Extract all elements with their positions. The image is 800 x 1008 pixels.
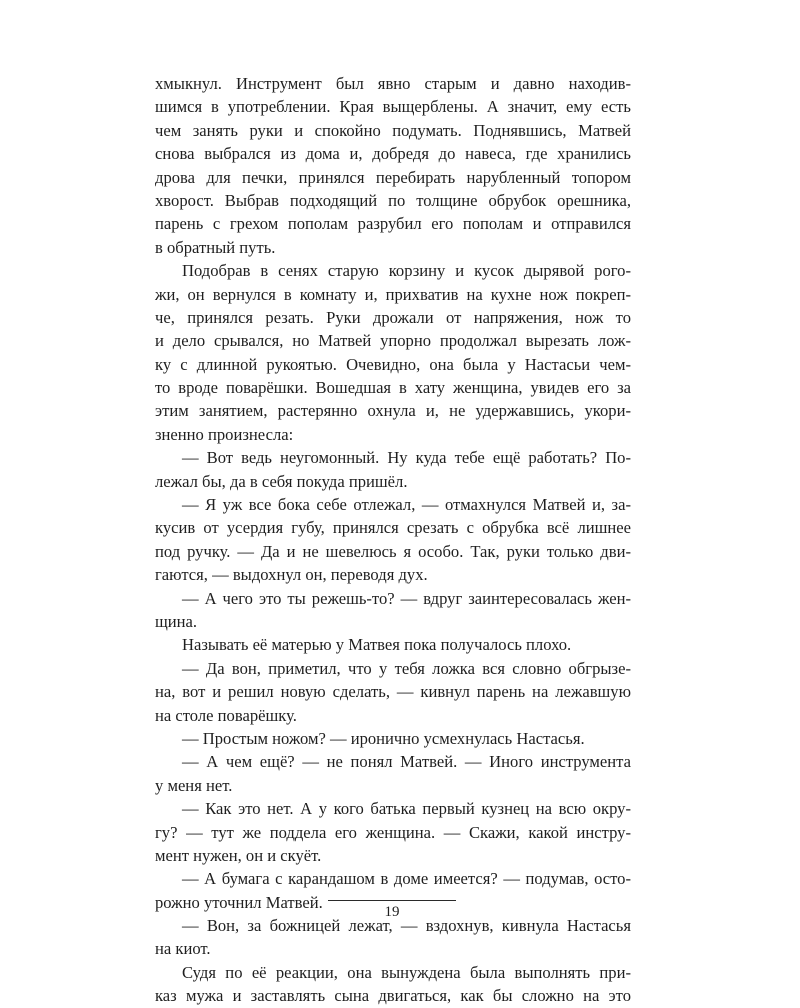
text-line: гаются, — выдохнул он, переводя дух. [155,565,428,585]
text-line: рожно уточнил Матвей. [155,892,323,912]
body-text [155,72,631,1008]
text-line: кусив от усердия губу, принялся срезать с обрубка всё лишнее [155,518,631,538]
text-line: Называть её матерью у Матвея пока получалось плохо. [182,635,572,655]
text-line: на киот. [155,939,211,959]
text-line: хворост. Выбрав подходящий по толщине обрубок орешника, [155,190,631,210]
text-line: — Вон, за божницей лежат, — вздохнув, кивнула Настасья [182,916,631,936]
text-line: снова выбрался из дома и, добредя до навеса, где хранились [155,144,631,164]
text-line: на столе поварёшку. [155,705,297,725]
text-line: хмыкнул. Инструмент был явно старым и давно находив- [155,74,631,93]
text-line: чем занять руки и спокойно подумать. Поднявшись, Матвей [155,120,631,140]
text-line: — Простым ножом? — иронично усмехнулась Настасья. [182,728,585,748]
text-line: у меня нет. [155,775,233,795]
text-line: этим занятием, растерянно охнула и, не удержавшись, укори- [155,401,631,421]
text-line: в обратный путь. [155,237,276,257]
text-line: ку с длинной рукоятью. Очевидно, она была у Настасьи чем- [155,354,631,374]
text-line: — Как это нет. А у кого батька первый кузнец на всю окру- [182,799,631,819]
text-line: жи, он вернулся в комнату и, прихватив на кухне нож покреп- [155,284,631,304]
text-line: — Я уж все бока себе отлежал, — отмахнулся Матвей и, за- [182,495,631,515]
text-line: Судя по её реакции, она вынуждена была выполнять при- [182,962,631,982]
text-line: зненно произнесла: [155,424,294,444]
text-line: шимся в употреблении. Края выщерблены. А значит, ему есть [155,97,631,117]
text-line: парень с грехом пополам разрубил его пополам и отправился [155,214,631,234]
text-line: — Вот ведь неугомонный. Ну куда тебе ещё работать? По- [182,448,631,468]
text-line: — А бумага с карандашом в доме имеется? — подумав, осто- [182,869,631,889]
text-line: щина. [155,611,198,631]
text-line: и дело срывался, но Матвей упорно продолжал вырезать лож- [155,331,631,351]
text-line: на, вот и решил новую сделать, — кивнул парень на лежавшую [155,682,631,702]
text-line: мент нужен, он и скуёт. [155,845,322,865]
text-line: гу? — тут же поддела его женщина. — Скажи, какой инстру- [155,822,631,842]
text-line: — А чего это ты режешь-то? — вдруг заинтересовалась жен- [182,588,631,608]
text-line: Подобрав в сенях старую корзину и кусок дырявой рого- [182,261,631,281]
text-line: че, принялся резать. Руки дрожали от напряжения, нож то [155,307,631,327]
text-line: — А чем ещё? — не понял Матвей. — Иного инструмента [182,752,631,772]
footer-divider [328,900,456,901]
text-line: дрова для печки, принялся перебирать нарубленный топором [155,167,631,187]
text-line: каз мужа и заставлять сына двигаться, как бы сложно на это [155,986,631,1006]
text-line: — Да вон, приметил, что у тебя ложка вся словно обгрызе- [182,658,631,678]
text-line: лежал бы, да в себя покуда пришёл. [155,471,408,491]
text-line: под ручку. — Да и не шевелюсь я особо. Так, руки только дви- [155,541,631,561]
text-line: то вроде поварёшки. Вошедшая в хату женщина, увидев его за [155,378,631,398]
page-number: 19 [384,904,400,920]
